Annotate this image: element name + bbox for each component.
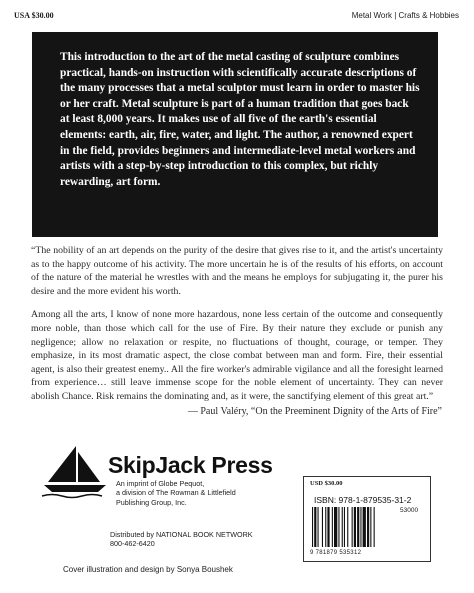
quote-paragraph-1: “The nobility of an art depends on the purity of the desire that gives rise to it, and the artist's uncertainty as to the happy outcome of his activity. The more uncertain he is of the results of his efforts, on account of the nature of the material he wrestles with and the means he employs for subjugating it, the purer his desire and the more evident his worth. — [31, 245, 443, 297]
barcode-panel — [303, 476, 431, 562]
barcode-bar — [367, 507, 369, 547]
cover-credit: Cover illustration and design by Sonya Boushek — [63, 565, 233, 574]
barcode-bar — [357, 507, 359, 547]
barcode-bar — [334, 507, 337, 547]
imprint-line: a division of The Rowman & Littlefield — [116, 488, 236, 498]
publisher-imprint — [116, 479, 236, 507]
barcode-bar — [352, 507, 353, 547]
distributor-line: Distributed by NATIONAL BOOK NETWORK — [110, 530, 253, 539]
quote-attribution: — Paul Valéry, “On the Preeminent Dignity of the Arts of Fire” — [187, 406, 442, 417]
barcode-bar — [338, 507, 339, 547]
barcode-bar — [318, 507, 319, 547]
barcode-bar — [332, 507, 333, 547]
barcode-bar — [314, 507, 316, 547]
barcode-digits: 9 781879 535312 — [310, 550, 362, 556]
imprint-line: Publishing Group, Inc. — [116, 497, 187, 507]
barcode-bar — [370, 507, 371, 547]
price-label: USA $30.00 — [14, 11, 54, 20]
quote-paragraph-2: Among all the arts, I know of none more hazardous, none less certain of the outcome and consequently more noble, than those which call for the use of Fire. By their nature they exclude or punish any negligence; allow no relaxation or respite, no fluctuations of thought, courage, or temper. They emphasize, in its most dramatic aspect, the close combat between man and form. Fire, their essential agent, is also their greatest enemy.. All the fire worker's admirable vigilance and all the foresight learned from experience… still leave immense scope for the noble element of uncertainty. They can never abolish Chance. Risk remains the dominating and, as it were, the sanctifying element of this great art.” — [31, 309, 443, 402]
barcode-bar — [322, 507, 323, 547]
addon-code: 53000 — [400, 507, 419, 514]
imprint-line: An imprint of Globe Pequot, — [116, 479, 205, 488]
barcode-bar — [327, 507, 329, 547]
category-label: Metal Work | Crafts & Hobbies — [351, 11, 459, 20]
barcode-bar — [354, 507, 356, 547]
barcode-bar — [342, 507, 343, 547]
isbn-label: ISBN: 978-1-879535-31-2 — [314, 495, 412, 505]
barcode-bar — [312, 507, 313, 547]
blurb-panel — [32, 32, 438, 237]
barcode-bar — [344, 507, 345, 547]
quote-block — [31, 244, 443, 414]
barcode-bar — [374, 507, 375, 547]
barcode-bar — [363, 507, 366, 547]
barcode-price: USD $30.00 — [310, 480, 343, 487]
barcode-bar — [360, 507, 361, 547]
barcode-bar — [347, 507, 348, 547]
blurb-text: This introduction to the art of the metal casting of sculpture combines practical, hands-on instruction with scientifically accurate descriptions of the many processes that a metal sculptor must learn in order to master his or her craft. Metal sculpture is part of a human tradition that goes back at least 8,000 years. It makes use of all five of the earth's essential elements: earth, air, fire, water, and light. The author, a renowned expert in the field, provides beginners and intermediate-level metal workers and artists with a step-by-step introduction to this complex, but richly rewarding, art form. — [60, 51, 420, 188]
distributor-phone: 800-462-6420 — [110, 539, 155, 549]
barcode-bar — [325, 507, 326, 547]
distributor-info — [110, 530, 253, 549]
publisher-name: SkipJack Press — [108, 452, 273, 478]
barcode-graphic — [312, 507, 398, 549]
